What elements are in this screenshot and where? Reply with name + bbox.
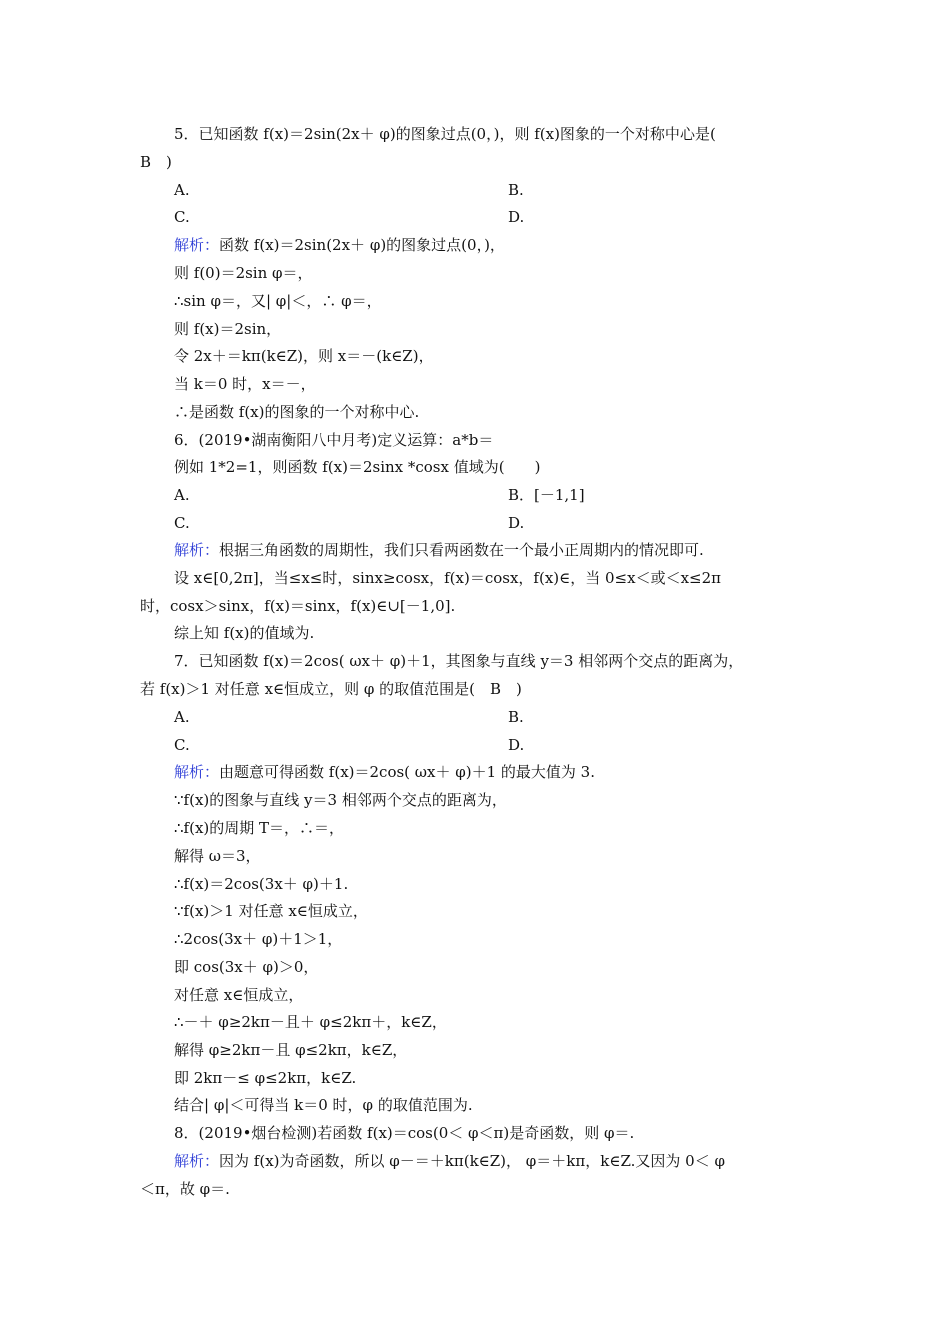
q7-analysis-line: ∴－＋ φ≥2kπ－且＋ φ≤2kπ＋，k∈Z，	[174, 1013, 447, 1031]
q6-analysis-line: 设 x∈[0,2π]，当≤x≤时，sinx≥cosx，f(x)＝cosx，f(x)∈，当 0≤x＜或＜x≤2π	[174, 569, 722, 587]
q6-option-b: B．[－1,1]	[508, 486, 585, 504]
q6-analysis-line: 综上知 f(x)的值域为.	[174, 624, 315, 642]
q7-stem-line2: 若 f(x)＞1 对任意 x∈恒成立，则 φ 的取值范围是( B )	[140, 680, 522, 698]
q7-analysis-line: 即 cos(3x＋ φ)＞0，	[174, 958, 319, 976]
q6-option-a: A.	[174, 486, 190, 504]
analysis-label: 解析：	[174, 763, 220, 781]
q7-analysis-line: 即 2kπ－≤ φ≤2kπ，k∈Z.	[174, 1069, 357, 1087]
q7-option-b: B.	[508, 708, 524, 726]
analysis-label: 解析：	[174, 236, 220, 254]
q7-stem-line1: 7．已知函数 f(x)＝2cos( ωx＋ φ)＋1，其图象与直线 y＝3 相邻两个交点的距离为，	[174, 652, 744, 670]
q7-analysis-line	[174, 762, 595, 782]
q7-analysis-line: ∴f(x)的周期 T＝，∴＝，	[174, 819, 345, 837]
analysis-text: 根据三角函数的周期性，我们只看两函数在一个最小正周期内的情况即可.	[219, 541, 704, 559]
q7-analysis-line: ∵f(x)的图象与直线 y＝3 相邻两个交点的距离为，	[174, 791, 507, 809]
q6-analysis-line	[174, 540, 704, 560]
q6-stem-line2: 例如 1*2=1，则函数 f(x)＝2sinx *cosx 值域为( )	[174, 458, 541, 476]
q8-stem-line1: 8．(2019•烟台检测)若函数 f(x)＝cos(0＜ φ＜π)是奇函数，则 φ＝.	[174, 1124, 635, 1142]
q5-analysis-line: 令 2x＋＝kπ(k∈Z)，则 x＝－(k∈Z)，	[174, 347, 434, 365]
q5-option-b: B.	[508, 181, 524, 199]
q5-option-d: D.	[508, 208, 525, 226]
q7-option-a: A.	[174, 708, 190, 726]
q7-analysis-line: 对任意 x∈恒成立，	[174, 986, 304, 1004]
q7-analysis-line: ∴f(x)＝2cos(3x＋ φ)＋1.	[174, 875, 349, 893]
q5-analysis-line: ∴sin φ＝，又| φ|＜，∴ φ＝，	[174, 292, 382, 310]
q5-analysis-line: 当 k＝0 时，x＝－，	[174, 375, 316, 393]
q5-analysis-line: 则 f(x)＝2sin，	[174, 320, 282, 338]
q7-analysis-line: 解得 ω＝3，	[174, 847, 261, 865]
q5-analysis-line: 则 f(0)＝2sin φ＝，	[174, 264, 313, 282]
analysis-label: 解析：	[174, 1152, 220, 1170]
analysis-text: 函数 f(x)＝2sin(2x＋ φ)的图象过点(0，)，	[219, 236, 505, 254]
analysis-text: 由题意可得函数 f(x)＝2cos( ωx＋ φ)＋1 的最大值为 3.	[219, 763, 595, 781]
q7-analysis-line: ∴2cos(3x＋ φ)＋1＞1，	[174, 930, 343, 948]
analysis-label: 解析：	[174, 541, 220, 559]
q6-analysis-line: 时，cosx＞sinx，f(x)＝sinx，f(x)∈∪[－1,0].	[140, 597, 456, 615]
q8-analysis-line: ＜π，故 φ＝.	[140, 1180, 230, 1198]
q6-option-c: C.	[174, 514, 190, 532]
q5-analysis-line: ∴是函数 f(x)的图象的一个对称中心.	[174, 403, 420, 421]
q7-option-d: D.	[508, 736, 525, 754]
q5-option-c: C.	[174, 208, 190, 226]
q7-analysis-line: ∵f(x)＞1 对任意 x∈恒成立，	[174, 902, 368, 920]
q5-option-a: A.	[174, 181, 190, 199]
q8-analysis-line	[174, 1151, 725, 1171]
analysis-text: 因为 f(x)为奇函数，所以 φ－＝＋kπ(k∈Z)， φ＝＋kπ，k∈Z.又因为 0＜ φ	[219, 1152, 725, 1170]
q6-option-d: D.	[508, 514, 525, 532]
q7-analysis-line: 解得 φ≥2kπ－且 φ≤2kπ，k∈Z，	[174, 1041, 408, 1059]
q5-stem-line1: 5．已知函数 f(x)＝2sin(2x＋ φ)的图象过点(0，)，则 f(x)图象的一个对称中心是(	[174, 125, 716, 143]
q7-analysis-line: 结合| φ|＜可得当 k＝0 时，φ 的取值范围为.	[174, 1096, 473, 1114]
q5-analysis-line	[174, 235, 505, 255]
q5-stem-line2: B )	[140, 153, 172, 171]
q7-option-c: C.	[174, 736, 190, 754]
q6-stem-line1: 6．(2019•湖南衡阳八中月考)定义运算：a*b＝	[174, 431, 494, 449]
